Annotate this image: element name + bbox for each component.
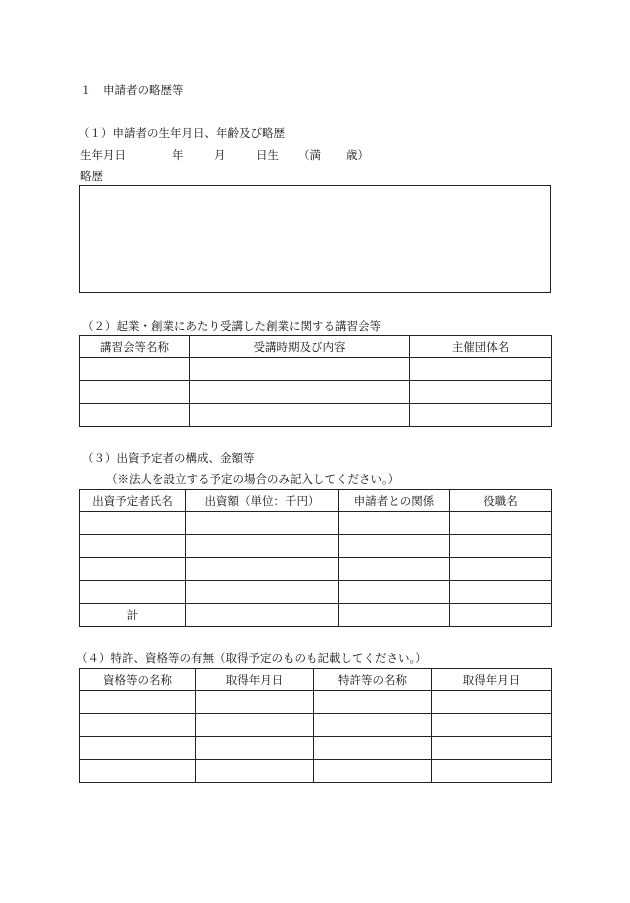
table-row [80,760,552,783]
table-cell[interactable] [450,558,552,581]
table-cell[interactable] [450,535,552,558]
table-row [80,714,552,737]
table-cell[interactable] [314,691,432,714]
table-cell[interactable] [196,691,314,714]
table-cell[interactable] [339,604,450,627]
seminar-header-organizer: 主催団体名 [410,336,552,358]
investor-note: （※法人を設立する予定の場合のみ記入してください。） [106,472,400,486]
age-open-label: （満 [298,148,321,162]
table-cell[interactable] [410,381,552,404]
investor-header-relation: 申請者との関係 [339,490,450,512]
table-cell[interactable] [80,691,196,714]
table-cell[interactable] [450,512,552,535]
table-row [80,558,552,581]
table-cell[interactable] [190,358,410,381]
license-header-date: 取得年月日 [196,669,314,691]
day-born-label: 日生 [256,148,279,162]
table-cell[interactable] [450,604,552,627]
seminar-header-period: 受講時期及び内容 [190,336,410,358]
investor-header-amount: 出資額（単位：千円） [186,490,339,512]
table-cell[interactable] [196,737,314,760]
total-row [80,604,552,627]
table-cell[interactable] [410,404,552,427]
table-row [80,381,552,404]
table-cell[interactable] [432,714,552,737]
seminar-section-title: （２）起業・創業にあたり受講した創業に関する講習会等 [82,319,381,333]
investor-section-title: （３）出資予定者の構成、金額等 [82,451,255,465]
table-cell[interactable] [450,581,552,604]
table-cell[interactable] [196,760,314,783]
table-row [80,358,552,381]
table-cell[interactable] [80,381,190,404]
investor-table [79,489,552,627]
table-cell[interactable] [80,512,186,535]
table-row [80,691,552,714]
table-cell[interactable] [80,558,186,581]
table-row [80,737,552,760]
year-label: 年 [172,148,184,162]
table-cell[interactable] [339,581,450,604]
table-cell[interactable] [196,714,314,737]
table-cell[interactable] [80,714,196,737]
patent-header-date: 取得年月日 [432,669,552,691]
table-row [80,581,552,604]
table-cell[interactable] [186,512,339,535]
table-cell[interactable] [80,404,190,427]
investor-header-name: 出資予定者氏名 [80,490,186,512]
patent-header-name: 特許等の名称 [314,669,432,691]
table-cell[interactable] [432,760,552,783]
table-cell[interactable] [190,404,410,427]
license-header-name: 資格等の名称 [80,669,196,691]
table-cell[interactable] [410,358,552,381]
seminar-table [79,335,552,427]
table-cell[interactable] [186,535,339,558]
table-row [80,512,552,535]
table-cell[interactable] [186,581,339,604]
table-cell[interactable] [339,558,450,581]
table-cell[interactable] [314,760,432,783]
table-cell[interactable] [432,737,552,760]
section-heading: １ 申請者の略歴等 [80,83,184,97]
table-row [80,404,552,427]
history-input-box[interactable] [79,185,551,293]
table-cell[interactable] [339,512,450,535]
table-cell[interactable] [80,737,196,760]
investor-header-title: 役職名 [450,490,552,512]
license-table [79,668,552,783]
total-label: 計 [80,604,186,627]
table-cell[interactable] [432,691,552,714]
table-cell[interactable] [186,604,339,627]
license-section-title: （４）特許、資格等の有無（取得予定のものも記載してください。） [76,651,427,665]
table-cell[interactable] [80,760,196,783]
table-cell[interactable] [80,535,186,558]
table-cell[interactable] [314,714,432,737]
seminar-header-name: 講習会等名称 [80,336,190,358]
age-close-label: 歳） [346,148,369,162]
table-cell[interactable] [186,558,339,581]
birthdate-label: 生年月日 [80,148,126,162]
birthdate-section-title: （１）申請者の生年月日、年齢及び略歴 [78,126,285,140]
table-cell[interactable] [190,381,410,404]
table-row [80,535,552,558]
table-cell[interactable] [314,737,432,760]
history-label: 略歴 [80,169,103,183]
table-cell[interactable] [339,535,450,558]
month-label: 月 [214,148,226,162]
table-cell[interactable] [80,581,186,604]
table-cell[interactable] [80,358,190,381]
